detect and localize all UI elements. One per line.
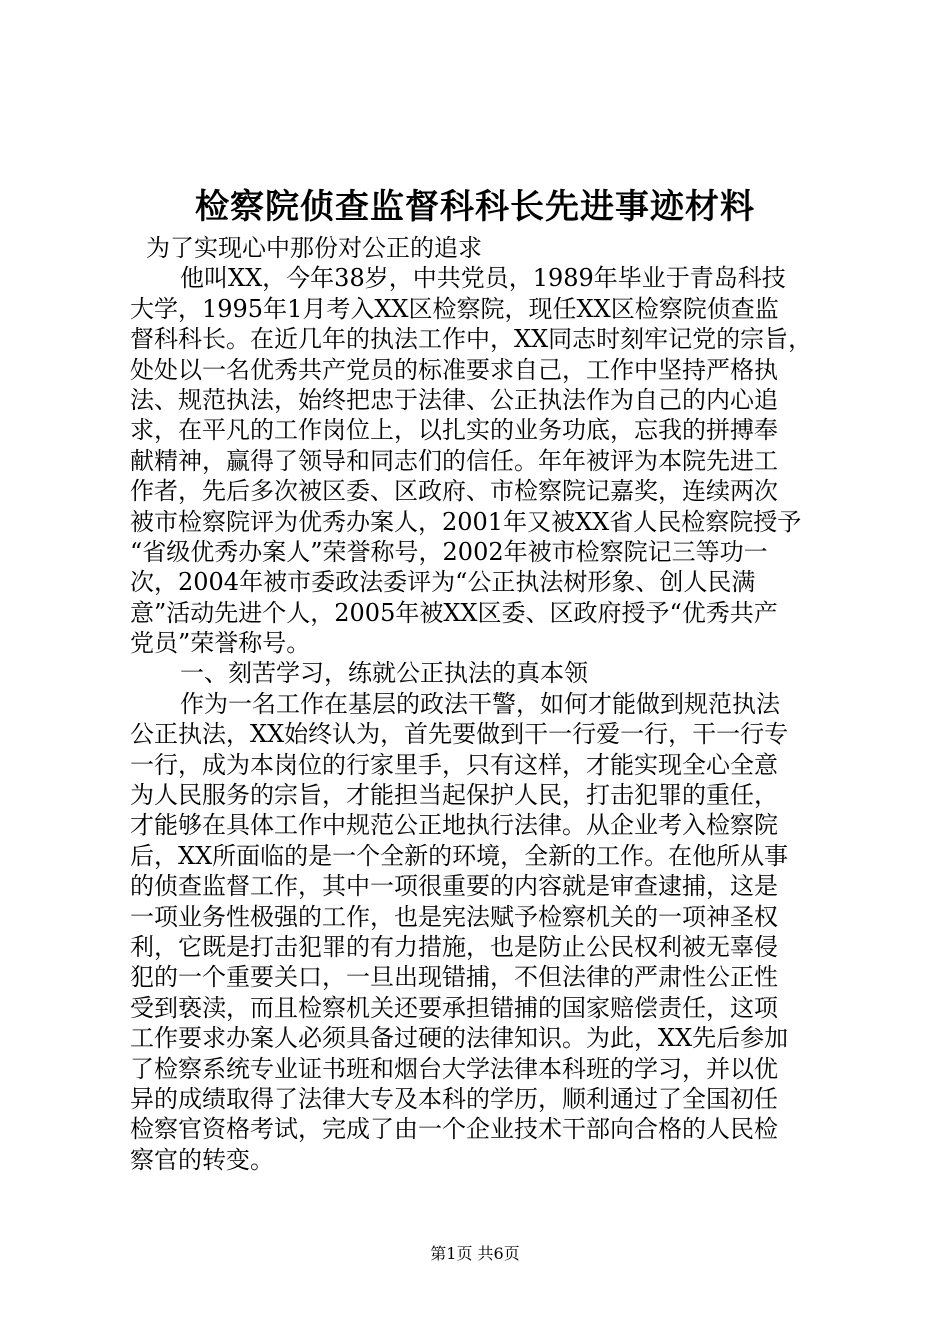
paragraph-2-line-8: 一项业务性极强的工作，也是宪法赋予检察机关的一项神圣权 <box>130 902 778 931</box>
paragraph-1-line-2: 大学，1995年1月考入XX区检察院，现任XX区检察院侦查监 <box>130 294 779 323</box>
paragraph-2-line-16: 察官的转变。 <box>130 1145 274 1174</box>
paragraph-1-line-9: 被市检察院评为优秀办案人，2001年又被XX省人民检察院授予 <box>130 507 802 536</box>
paragraph-1-line-7: 献精神，赢得了领导和同志们的信任。年年被评为本院先进工 <box>130 446 778 475</box>
paragraph-2-line-5: 才能够在具体工作中规范公正地执行法律。从企业考入检察院 <box>130 811 778 840</box>
paragraph-2-line-2: 公正执法，XX始终认为，首先要做到干一行爱一行，干一行专 <box>130 720 789 749</box>
paragraph-1-line-8: 作者，先后多次被区委、区政府、市检察院记嘉奖，连续两次 <box>130 477 778 506</box>
paragraph-2-line-4: 为人民服务的宗旨，才能担当起保护人民，打击犯罪的重任， <box>130 781 778 810</box>
paragraph-2-line-9: 利，它既是打击犯罪的有力措施，也是防止公民权利被无辜侵 <box>130 932 778 961</box>
paragraph-2-line-13: 了检察系统专业证书班和烟台大学法律本科班的学习，并以优 <box>130 1054 778 1083</box>
document-title: 检察院侦查监督科科长先进事迹材料 <box>195 187 755 227</box>
paragraph-1-line-1: 他叫XX，今年38岁，中共党员，1989年毕业于青岛科技 <box>180 264 786 293</box>
paragraph-2-line-14: 异的成绩取得了法律大专及本科的学历，顺利通过了全国初任 <box>130 1084 778 1113</box>
paragraph-2-line-15: 检察官资格考试，完成了由一个企业技术干部向合格的人民检 <box>130 1115 778 1144</box>
paragraph-2-line-7: 的侦查监督工作，其中一项很重要的内容就是审查逮捕，这是 <box>130 872 778 901</box>
subtitle-line: 为了实现心中那份对公正的追求 <box>146 234 482 262</box>
paragraph-1-line-10: “省级优秀办案人”荣誉称号，2002年被市检察院记三等功一 <box>130 537 768 566</box>
paragraph-1-line-4: 处处以一名优秀共产党员的标准要求自己，工作中坚持严格执 <box>130 355 778 384</box>
paragraph-2-line-1: 作为一名工作在基层的政法干警，如何才能做到规范执法 <box>180 689 780 718</box>
paragraph-1-line-13: 党员”荣誉称号。 <box>130 629 311 658</box>
paragraph-2-line-11: 受到亵渎，而且检察机关还要承担错捕的国家赔偿责任，这项 <box>130 993 778 1022</box>
paragraph-1-line-6: 求，在平凡的工作岗位上，以扎实的业务功底，忘我的拼搏奉 <box>130 416 778 445</box>
section-heading: 一、刻苦学习，练就公正执法的真本领 <box>180 659 588 688</box>
paragraph-2-line-6: 后，XX所面临的是一个全新的环境，全新的工作。在他所从事 <box>130 841 789 870</box>
page-footer: 第1页 共6页 <box>430 1244 520 1263</box>
paragraph-1-line-11: 次，2004年被市委政法委评为“公正执法树形象、创人民满 <box>130 568 756 597</box>
paragraph-1-line-12: 意”活动先进个人，2005年被XX区委、区政府授予“优秀共产 <box>130 598 778 627</box>
paragraph-1-line-3: 督科科长。在近几年的执法工作中，XX同志时刻牢记党的宗旨， <box>130 325 813 354</box>
paragraph-1-line-5: 法、规范执法，始终把忠于法律、公正执法作为自己的内心追 <box>130 385 778 414</box>
document-body <box>130 233 830 1175</box>
paragraph-2-line-12: 工作要求办案人必须具备过硬的法律知识。为此，XX先后参加 <box>130 1024 789 1053</box>
paragraph-2-line-3: 一行，成为本岗位的行家里手，只有这样，才能实现全心全意 <box>130 750 778 779</box>
paragraph-2-line-10: 犯的一个重要关口，一旦出现错捕，不但法律的严肃性公正性 <box>130 963 778 992</box>
